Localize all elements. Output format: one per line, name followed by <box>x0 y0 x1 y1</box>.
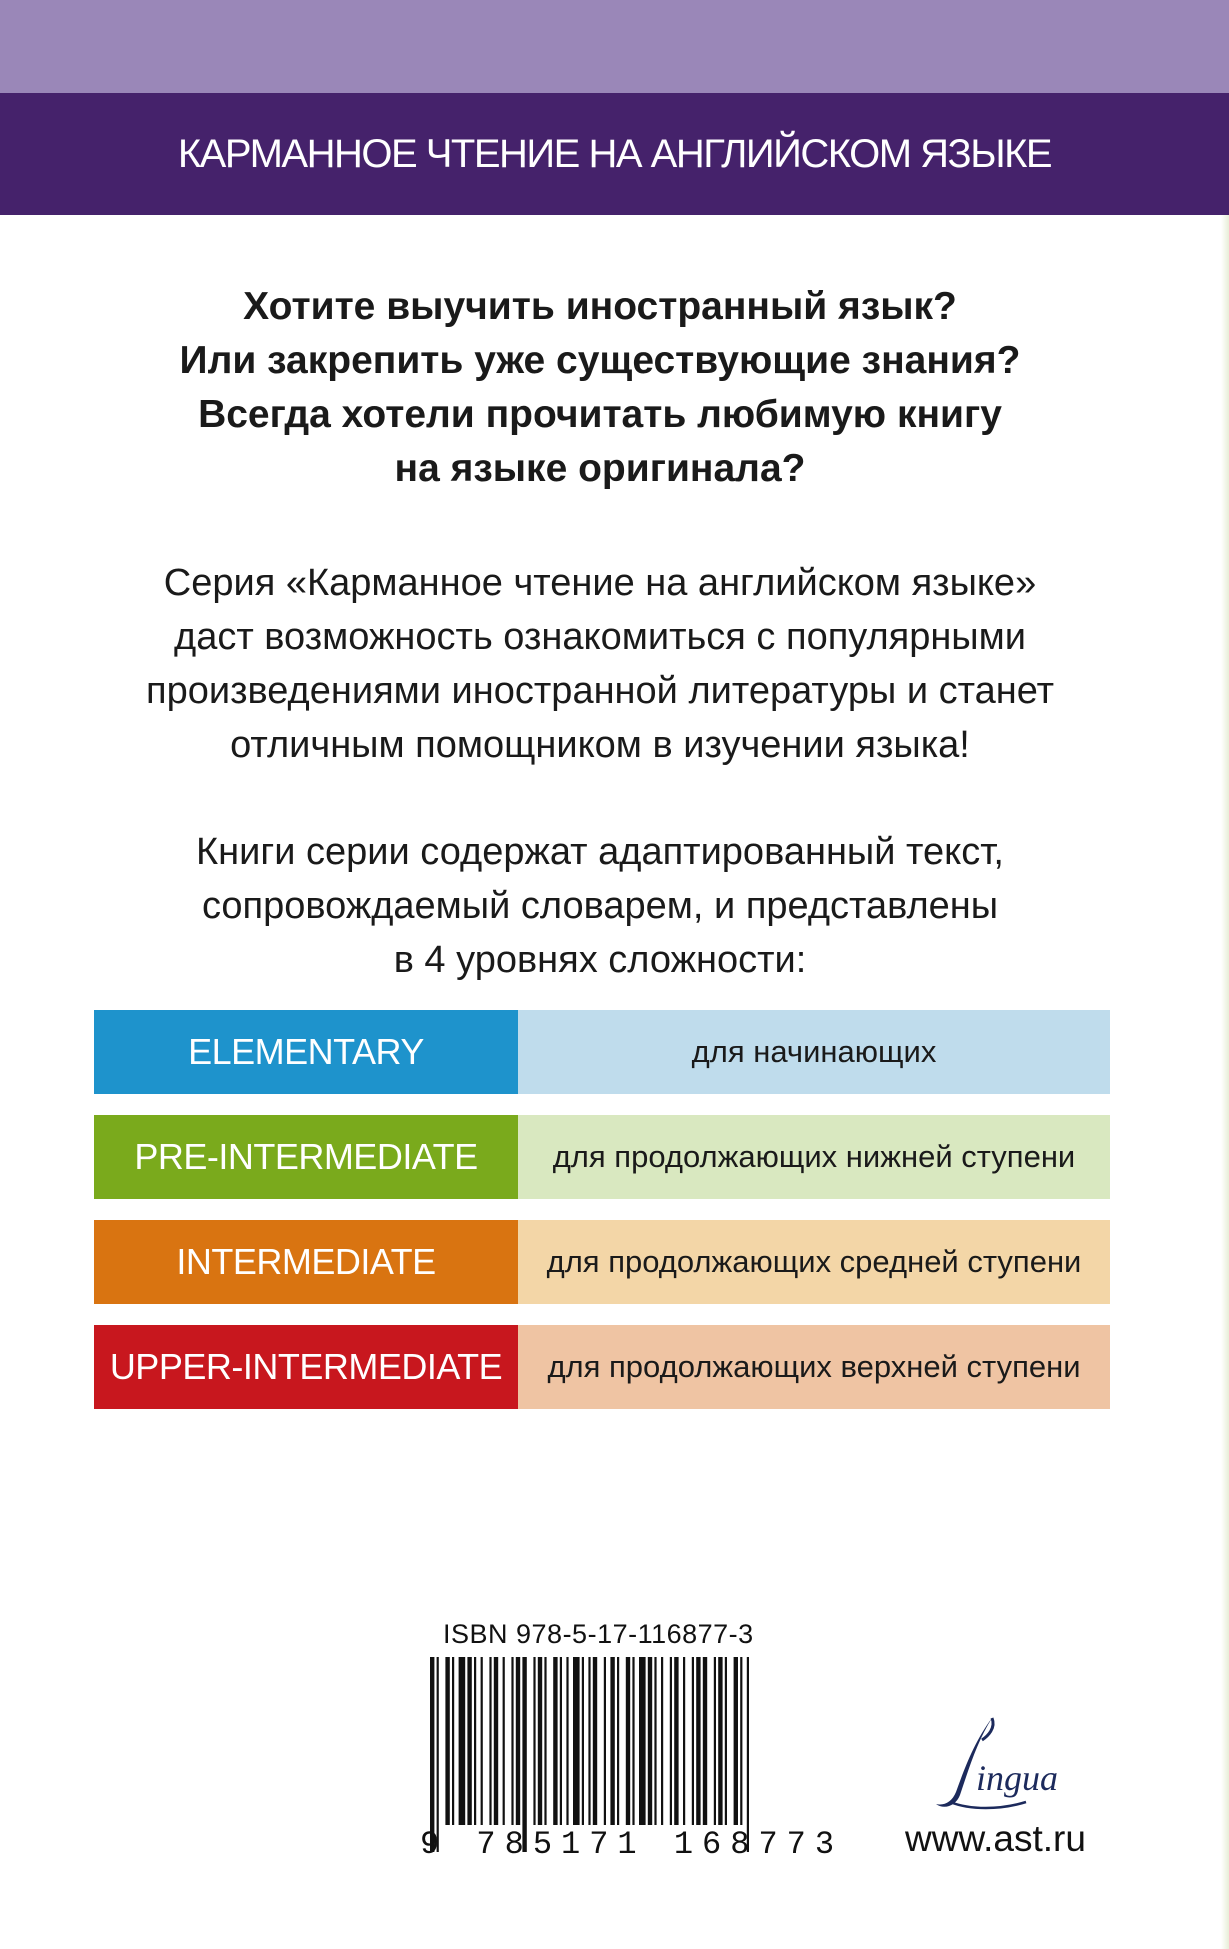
level-description: для продолжающих верхней ступени <box>518 1325 1110 1409</box>
cover-edge <box>1221 215 1229 1949</box>
question-line: на языке оригинала? <box>394 447 806 490</box>
barcode-digits: 9 785171 168773 <box>420 1826 844 1863</box>
levels-intro <box>0 825 1200 987</box>
series-description <box>0 556 1200 772</box>
description-line: произведениями иностранной литературы и станет <box>146 670 1054 712</box>
level-name: PRE-INTERMEDIATE <box>94 1115 518 1199</box>
series-banner <box>0 93 1229 215</box>
top-color-band <box>0 0 1229 93</box>
intro-line: сопровождаемый словарем, и представлены <box>201 885 999 927</box>
level-description: для начинающих <box>518 1010 1110 1094</box>
level-row-pre-intermediate <box>94 1115 1110 1199</box>
level-row-intermediate <box>94 1220 1110 1304</box>
level-description: для продолжающих средней ступени <box>518 1220 1110 1304</box>
question-block <box>0 280 1200 496</box>
description-line: даст возможность ознакомиться с популярными <box>174 616 1026 658</box>
lingua-logo <box>930 1710 1090 1820</box>
question-line: Или закрепить уже существующие знания? <box>179 339 1021 382</box>
description-line: отличным помощником в изучении языка! <box>230 724 970 766</box>
level-name: ELEMENTARY <box>94 1010 518 1094</box>
levels-table <box>94 1010 1110 1430</box>
svg-text:ingua: ingua <box>976 1758 1059 1798</box>
level-row-upper-intermediate <box>94 1325 1110 1409</box>
intro-line: Книги серии содержат адаптированный текст, <box>196 831 1004 873</box>
level-name: INTERMEDIATE <box>94 1220 518 1304</box>
question-line: Хотите выучить иностранный язык? <box>243 285 957 328</box>
level-name: UPPER-INTERMEDIATE <box>94 1325 518 1409</box>
level-description: для продолжающих нижней ступени <box>518 1115 1110 1199</box>
isbn-label: ISBN 978-5-17-116877-3 <box>443 1619 754 1649</box>
website-url: www.ast.ru <box>905 1818 1086 1859</box>
level-row-elementary <box>94 1010 1110 1094</box>
series-title: КАРМАННОЕ ЧТЕНИЕ НА АНГЛИЙСКОМ ЯЗЫКЕ <box>177 131 1052 176</box>
question-line: Всегда хотели прочитать любимую книгу <box>198 393 1002 436</box>
intro-line: в 4 уровнях сложности: <box>393 939 807 981</box>
description-line: Серия «Карманное чтение на английском языке» <box>163 562 1037 604</box>
